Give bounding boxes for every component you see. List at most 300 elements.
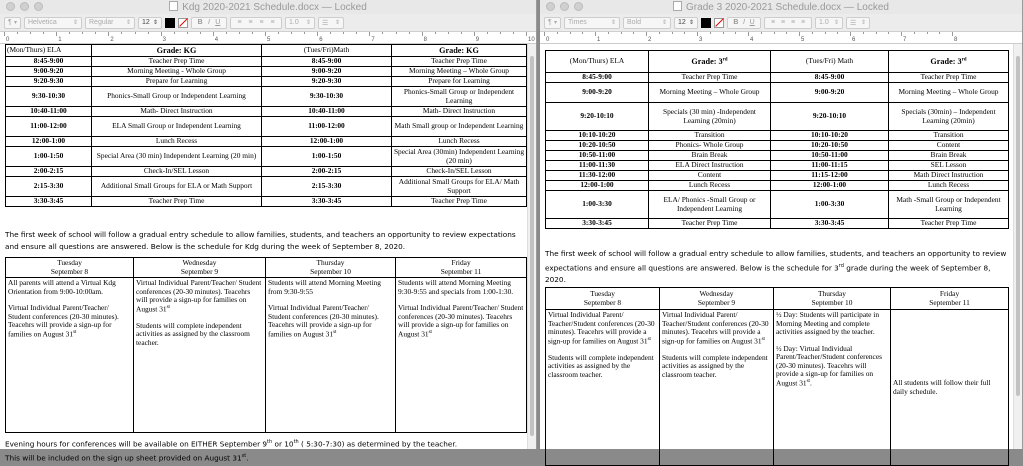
day-plan-cell <box>891 310 1009 466</box>
table-row <box>546 151 1009 161</box>
time-cell: 9:00-9:20 <box>262 67 392 77</box>
ruler-tick <box>526 32 527 36</box>
day-plan-text: Virtual Individual Parent/Teacher/ Student conferences (20-30 minutes). Teacehrs will provide a sign-up for families on August 31st <box>398 303 524 339</box>
table-row <box>546 103 1009 131</box>
text-color-swatch[interactable] <box>701 18 711 28</box>
alignment-buttons[interactable] <box>764 17 812 29</box>
ruler-tick <box>748 32 749 36</box>
ruler-minor-tick <box>396 32 397 34</box>
activity-cell: Content <box>649 171 771 181</box>
document-icon <box>169 1 178 11</box>
text-style-buttons[interactable] <box>191 17 227 29</box>
font-style-select[interactable]: Bold ⇕ <box>623 17 671 29</box>
time-cell: 9:00-9:20 <box>6 67 92 77</box>
ruler-tick <box>161 32 162 36</box>
ruler-tick <box>422 32 423 36</box>
paragraph-style-menu[interactable] <box>4 17 21 29</box>
ruler-minor-tick <box>343 32 344 34</box>
ruler-tick <box>901 32 902 36</box>
day-plan-cell <box>546 310 660 466</box>
day-header: Friday September 11 <box>891 288 1009 310</box>
time-cell: 9:20-9:30 <box>6 77 92 87</box>
title-bar[interactable] <box>0 0 536 14</box>
text-style-buttons[interactable] <box>727 17 761 29</box>
activity-cell: Brain Break <box>649 151 771 161</box>
time-cell: 10:50-11:00 <box>771 151 889 161</box>
time-cell: 12:00-1:00 <box>771 181 889 191</box>
activity-cell: Morning Meeting - Whole Group <box>92 67 262 77</box>
ruler-tick <box>213 32 214 36</box>
activity-cell: Check-In/SEL Lesson <box>392 167 527 177</box>
underline-icon[interactable]: U <box>215 19 221 26</box>
bold-icon[interactable]: B <box>733 19 739 26</box>
ruler-minor-tick <box>659 32 660 34</box>
time-cell: 10:40-11:00 <box>6 107 92 117</box>
day-plan-text: All parents will attend a Virtual Kdg Orientation from 9:00-10:00am. <box>8 278 116 296</box>
align-justify-icon[interactable]: ≡ <box>800 19 806 26</box>
activity-cell: Math Direct Instruction <box>889 171 1009 181</box>
italic-icon[interactable]: I <box>743 19 745 26</box>
ruler-minor-tick <box>43 32 44 34</box>
time-cell: 10:10-10:20 <box>546 131 649 141</box>
ruler-minor-tick <box>914 32 915 34</box>
ruler-minor-tick <box>774 32 775 34</box>
day-plan-cell <box>396 278 527 433</box>
align-center-icon[interactable]: ≡ <box>780 19 786 26</box>
activity-cell: Phonics-Small Group or Independent Learning <box>392 87 527 107</box>
activity-cell: Special Area (30min) Independent Learning (20 min) <box>392 147 527 167</box>
ruler-minor-tick <box>500 32 501 34</box>
ruler-minor-tick <box>825 32 826 34</box>
time-cell: 8:45-9:00 <box>546 73 649 83</box>
ruler-minor-tick <box>557 32 558 34</box>
ruler-minor-tick <box>82 32 83 34</box>
table-header: (Mon/Thurs) ELA <box>6 45 92 57</box>
time-cell: 11:00-11:30 <box>546 161 649 171</box>
ruler-label: 0 <box>546 37 550 43</box>
ruler-minor-tick <box>448 32 449 34</box>
ruler-label: 2 <box>110 37 114 43</box>
highlight-color-swatch[interactable] <box>178 18 188 28</box>
chevron-down-icon: ▾ <box>13 20 17 26</box>
vertical-scrollbar[interactable] <box>1013 44 1022 449</box>
ruler-minor-tick <box>710 32 711 34</box>
table-row <box>6 67 527 77</box>
time-cell: 2:00-2:15 <box>262 167 392 177</box>
day-header: Wednesday September 9 <box>660 288 774 310</box>
time-cell: 9:30-10:30 <box>6 87 92 107</box>
activity-cell: Morning Meeting – Whole Group <box>889 83 1009 103</box>
ruler-minor-tick <box>382 32 383 34</box>
ruler-label: 6 <box>852 37 856 43</box>
no-color-slash-icon <box>715 18 723 26</box>
time-cell: 1:00-3:30 <box>546 191 649 219</box>
title-bar[interactable] <box>540 0 1022 14</box>
table-row <box>6 77 527 87</box>
activity-cell: Lunch Recess <box>392 137 527 147</box>
day-plan-text: ½ Day: Students will participate in Morning Meeting and complete activities assigned by the teacher. <box>776 310 880 337</box>
kdg-intro-paragraph: The first week of school will follow a gradual entry schedule to allow families, students, and teachers an opportunity to review expectations and ensure all questions are answered. Below is the schedule for Kdg during the week of September 8, 2020. <box>5 230 516 251</box>
ruler-minor-tick <box>672 32 673 34</box>
time-cell: 9:20-9:30 <box>262 77 392 87</box>
list-style-menu[interactable] <box>318 17 344 29</box>
line-spacing-select[interactable]: 1.0 ⇕ <box>285 17 315 29</box>
ruler-minor-tick <box>837 32 838 34</box>
activity-cell: Transition <box>649 131 771 141</box>
text-color-swatch[interactable] <box>165 18 175 28</box>
align-right-icon[interactable]: ≡ <box>790 19 796 26</box>
ruler-minor-tick <box>621 32 622 34</box>
ruler-minor-tick <box>291 32 292 34</box>
ruler-minor-tick <box>30 32 31 34</box>
chevron-updown-icon: ⇕ <box>125 20 131 26</box>
activity-cell: Math- Direct Instruction <box>392 107 527 117</box>
window-title: Grade 3 2020-2021 Schedule.docx — Locked <box>540 1 1022 13</box>
table-row <box>546 219 1009 229</box>
activity-cell: Special Area (30 min) Independent Learning (20 min) <box>92 147 262 167</box>
activity-cell: Specials (30 min) -Independent Learning (20min) <box>649 103 771 131</box>
time-cell: 1:00-3:30 <box>771 191 889 219</box>
ruler-label: 4 <box>214 37 219 43</box>
chevron-updown-icon: ⇕ <box>152 20 158 26</box>
ruler-label: 5 <box>801 37 805 43</box>
activity-cell: Math Small group or Independent Learning <box>392 117 527 137</box>
week-body-row <box>546 310 1009 466</box>
ruler-tick <box>265 32 266 36</box>
ruler[interactable] <box>0 32 536 44</box>
activity-cell: Check-In/SEL Lesson <box>92 167 262 177</box>
time-cell: 2:00-2:15 <box>6 167 92 177</box>
time-cell: 12:00-1:00 <box>6 137 92 147</box>
day-plan-text: Virtual Individual Parent/Teacher/ Student conferences (20-30 minutes). Teacehrs will provide a sign-up for families on August 31st <box>268 303 379 339</box>
table-row <box>546 171 1009 181</box>
highlight-color-swatch[interactable] <box>714 18 724 28</box>
activity-cell: ELA Small Group or Independent Learning <box>92 117 262 137</box>
list-icon: ☰ <box>322 19 329 27</box>
ruler-minor-tick <box>174 32 175 34</box>
time-cell: 12:00-1:00 <box>546 181 649 191</box>
day-plan-text: All students will follow their full daily schedule. <box>893 377 991 396</box>
ruler-tick <box>952 32 953 36</box>
table-row <box>546 141 1009 151</box>
day-plan-text: Virtual Individual Parent/Teacher/ Student conferences (20-30 minutes). Teacehrs will provide a sign-up for families on August 31st <box>8 303 119 339</box>
table-row <box>546 83 1009 103</box>
table-row <box>6 117 527 137</box>
ruler-minor-tick <box>330 32 331 34</box>
time-cell: 10:40-11:00 <box>262 107 392 117</box>
ruler-minor-tick <box>786 32 787 34</box>
table-row <box>6 87 527 107</box>
day-plan-cell <box>6 278 134 433</box>
ruler-minor-tick <box>608 32 609 34</box>
day-header: Wednesday September 9 <box>134 258 266 278</box>
time-cell: 9:30-10:30 <box>262 87 392 107</box>
day-plan-cell <box>134 278 266 433</box>
activity-cell: Specials (30min) – Independent Learning (20min) <box>889 103 1009 131</box>
ruler-tick <box>646 32 647 36</box>
time-cell: 9:20-10:10 <box>546 103 649 131</box>
align-right-icon[interactable]: ≡ <box>259 19 264 26</box>
ruler-minor-tick <box>239 32 240 34</box>
activity-cell: Phonics-Small Group or Independent Learning <box>92 87 262 107</box>
ruler-minor-tick <box>200 32 201 34</box>
table-row <box>6 57 527 67</box>
activity-cell: Teacher Prep Time <box>889 219 1009 229</box>
document-page[interactable] <box>540 44 1013 449</box>
time-cell: 8:45-9:00 <box>771 73 889 83</box>
ruler-minor-tick <box>135 32 136 34</box>
activity-cell: Teacher Prep Time <box>392 197 527 207</box>
day-plan-text: Students will complete independent activities as assigned by the classroom teacher. <box>136 320 250 347</box>
day-plan-text: Students will attend Morning Meeting 9:30-9:55 and specials from 1:00-1:30. <box>398 278 514 296</box>
ruler-minor-tick <box>927 32 928 34</box>
ruler-minor-tick <box>735 32 736 34</box>
ruler-minor-tick <box>148 32 149 34</box>
table-row <box>546 131 1009 141</box>
ruler-minor-tick <box>570 32 571 34</box>
kdg-daily-schedule-table <box>5 44 527 207</box>
activity-cell: Teacher Prep Time <box>392 57 527 67</box>
chevron-updown-icon: ⇕ <box>833 20 839 26</box>
table-row <box>6 137 527 147</box>
time-cell: 11:30-12:00 <box>546 171 649 181</box>
activity-cell: Lunch Recess <box>649 181 771 191</box>
activity-cell: SEL Lesson <box>889 161 1009 171</box>
ruler-label: 1 <box>58 37 62 43</box>
ruler-minor-tick <box>888 32 889 34</box>
day-header: Thursday September 10 <box>774 288 891 310</box>
list-icon: ☰ <box>850 19 857 27</box>
time-cell: 3:30-3:45 <box>771 219 889 229</box>
ruler-minor-tick <box>17 32 18 34</box>
ruler-label: 8 <box>423 37 427 43</box>
alignment-buttons[interactable] <box>230 17 282 29</box>
week-header-row <box>546 288 1009 310</box>
day-header: Tuesday September 8 <box>546 288 660 310</box>
ruler-label: 7 <box>903 37 907 43</box>
ruler-minor-tick <box>435 32 436 34</box>
table-row <box>6 147 527 167</box>
ruler-tick <box>697 32 698 36</box>
align-center-icon[interactable]: ≡ <box>248 19 253 26</box>
activity-cell: ELA Direct Instruction <box>649 161 771 171</box>
ruler-minor-tick <box>95 32 96 34</box>
time-cell: 12:00-1:00 <box>262 137 392 147</box>
ruler-label: 9 <box>475 37 480 43</box>
day-plan-cell <box>660 310 774 466</box>
time-cell: 10:20-10:50 <box>771 141 889 151</box>
ruler-minor-tick <box>409 32 410 34</box>
activity-cell: Transition <box>889 131 1009 141</box>
chevron-updown-icon: ⇕ <box>305 20 311 26</box>
ruler-minor-tick <box>582 32 583 34</box>
chevron-updown-icon: ⇕ <box>610 20 616 26</box>
time-cell: 2:15-3:30 <box>262 177 392 197</box>
week-header-row <box>6 258 527 278</box>
ruler-minor-tick <box>356 32 357 34</box>
day-plan-text: ½ Day: Virtual Individual Parent/Teacher/Student conferences (20-30 minutes). Teacehrs will provide a sign-up for families on August 31st. <box>776 343 882 388</box>
ruler-label: 4 <box>750 37 754 43</box>
ruler-tick <box>474 32 475 36</box>
bold-icon[interactable]: B <box>197 19 203 26</box>
time-cell: 8:45-9:00 <box>6 57 92 67</box>
day-plan-text: Students will complete independent activities as assigned by the classroom teacher. <box>548 352 654 379</box>
kdg-evening-hours-note: Evening hours for conferences will be available on EITHER September 9th or 10th ( 5:30-7:30) as determined by the teacher. This will be included on the sign up sheet provided on August 31st. <box>5 439 458 463</box>
activity-cell: Prepare for Learning <box>92 77 262 87</box>
ruler-minor-tick <box>939 32 940 34</box>
ruler-tick <box>4 32 5 36</box>
table-header: Grade: KG <box>92 45 262 57</box>
activity-cell: Additional Small Groups for ELA or Math Support <box>92 177 262 197</box>
align-left-icon[interactable]: ≡ <box>770 19 776 26</box>
table-row <box>546 181 1009 191</box>
scroll-thumb[interactable] <box>530 56 534 436</box>
ruler-label: 3 <box>162 37 166 43</box>
activity-cell: Morning Meeting – Whole Group <box>649 83 771 103</box>
window-title: Kdg 2020-2021 Schedule.docx — Locked <box>0 1 536 13</box>
ruler-tick <box>56 32 57 36</box>
ruler-label: 1 <box>597 37 601 43</box>
font-size-field[interactable]: 12 ⇕ <box>138 17 162 29</box>
document-page[interactable] <box>0 44 527 463</box>
ruler-label: 0 <box>6 37 10 43</box>
format-toolbar <box>0 14 536 32</box>
ruler-minor-tick <box>278 32 279 34</box>
ruler-minor-tick <box>252 32 253 34</box>
day-plan-cell <box>266 278 396 433</box>
scroll-thumb[interactable] <box>1016 56 1020 396</box>
time-cell: 10:10-10:20 <box>771 131 889 141</box>
table-header: (Mon/Thurs) ELA <box>546 51 649 73</box>
ruler-minor-tick <box>513 32 514 34</box>
activity-cell: Phonics- Whole Group <box>649 141 771 151</box>
time-cell: 10:50-11:00 <box>546 151 649 161</box>
paragraph-style-menu[interactable] <box>544 17 561 29</box>
ruler-minor-tick <box>187 32 188 34</box>
activity-cell: ELA/ Phonics -Small Group or Independent Learning <box>649 191 771 219</box>
time-cell: 11:00-12:00 <box>6 117 92 137</box>
table-header: (Tues/Fri)Math <box>262 45 392 57</box>
grade3-daily-schedule-table <box>545 50 1009 229</box>
day-plan-text: Students will complete independent activities as assigned by the classroom teacher. <box>662 352 768 379</box>
font-family-select[interactable]: Times ⇕ <box>564 17 620 29</box>
document-window-grade3 <box>540 0 1023 449</box>
line-spacing-select[interactable]: 1.0 ⇕ <box>815 17 843 29</box>
time-cell: 3:30-3:45 <box>6 197 92 207</box>
table-row <box>546 73 1009 83</box>
font-family-select[interactable]: Helvetica ⇕ <box>24 17 82 29</box>
vertical-scrollbar[interactable] <box>527 44 536 449</box>
time-cell: 11:15-12:00 <box>771 171 889 181</box>
font-style-select[interactable]: Regular ⇕ <box>85 17 135 29</box>
ruler-label: 2 <box>648 37 652 43</box>
time-cell: 8:45-9:00 <box>262 57 392 67</box>
table-row <box>6 107 527 117</box>
paragraph-icon: ¶ <box>548 19 552 26</box>
time-cell: 3:30-3:45 <box>262 197 392 207</box>
chevron-down-icon: ▾ <box>553 20 557 26</box>
day-plan-text: Virtual Individual Parent/Teacher/ Student conferences (20-30 minutes). Teacehrs will provide a sign-up for families on August 31st <box>136 278 262 314</box>
time-cell: 9:00-9:20 <box>546 83 649 103</box>
activity-cell: Lunch Recess <box>92 137 262 147</box>
italic-icon[interactable]: I <box>208 19 210 26</box>
week-body-row <box>6 278 527 433</box>
activity-cell: Morning Meeting – Whole Group <box>392 67 527 77</box>
align-left-icon[interactable]: ≡ <box>237 19 242 26</box>
ruler-minor-tick <box>761 32 762 34</box>
activity-cell: Teacher Prep Time <box>649 73 771 83</box>
ruler-tick <box>108 32 109 36</box>
table-header: Grade: 3rd <box>649 51 771 73</box>
ruler-label: 5 <box>267 37 271 43</box>
ruler-minor-tick <box>633 32 634 34</box>
kdg-first-week-table <box>5 257 527 433</box>
ruler-label: 3 <box>699 37 703 43</box>
chevron-updown-icon: ⇕ <box>661 20 667 26</box>
time-cell: 10:20-10:50 <box>546 141 649 151</box>
activity-cell: Brain Break <box>889 151 1009 161</box>
ruler[interactable] <box>540 32 1022 44</box>
ruler-minor-tick <box>863 32 864 34</box>
chevron-updown-icon: ⇕ <box>860 20 866 26</box>
table-row <box>6 167 527 177</box>
time-cell: 3:30-3:45 <box>546 219 649 229</box>
activity-cell: Prepare for Learning <box>392 77 527 87</box>
ruler-minor-tick <box>226 32 227 34</box>
table-header: Grade: 3rd <box>889 51 1009 73</box>
table-header: (Tues/Fri) Math <box>771 51 889 73</box>
day-header: Tuesday September 8 <box>6 258 134 278</box>
day-header: Thursday September 10 <box>266 258 396 278</box>
ruler-minor-tick <box>461 32 462 34</box>
underline-icon[interactable]: U <box>749 19 755 26</box>
activity-cell: Teacher Prep Time <box>92 197 262 207</box>
font-size-field[interactable]: 12 ⇕ <box>674 17 698 29</box>
day-plan-text: Virtual Individual Parent/ Teacher/Student conferences (20-30 minutes). Teacehrs will provide a sign-up for families on August 31st <box>548 310 655 346</box>
activity-cell: Math -Small Group or Independent Learning <box>889 191 1009 219</box>
activity-cell: Additional Small Groups for ELA/ Math Support <box>392 177 527 197</box>
ruler-tick <box>369 32 370 36</box>
table-row <box>6 177 527 197</box>
time-cell: 1:00-1:50 <box>6 147 92 167</box>
ruler-label: 8 <box>954 37 958 43</box>
time-cell: 9:00-9:20 <box>771 83 889 103</box>
activity-cell: Content <box>889 141 1009 151</box>
ruler-tick <box>850 32 851 36</box>
list-style-menu[interactable] <box>846 17 870 29</box>
day-plan-text: Virtual Individual Parent/ Teacher/Student conferences (20-30 minutes). Teacehrs will provide a sign-up for families on August 31st <box>662 310 769 346</box>
day-plan-cell <box>774 310 891 466</box>
table-row <box>546 161 1009 171</box>
table-row <box>6 197 527 207</box>
grade3-intro-paragraph: The first week of school will follow a gradual entry schedule to allow families, students, and teachers an opportunity to review expectations and ensure all questions are answered. Below is the schedule for 3rd grade during the week of September 8, 2020. <box>545 249 1007 285</box>
ruler-label: 7 <box>371 37 375 43</box>
ruler-minor-tick <box>487 32 488 34</box>
table-header: Grade: KG <box>392 45 527 57</box>
ruler-tick <box>799 32 800 36</box>
document-icon <box>673 1 682 11</box>
time-cell: 1:00-1:50 <box>262 147 392 167</box>
ruler-minor-tick <box>121 32 122 34</box>
activity-cell: Teacher Prep Time <box>889 73 1009 83</box>
table-row <box>546 191 1009 219</box>
ruler-label: 6 <box>319 37 323 43</box>
activity-cell: Teacher Prep Time <box>649 219 771 229</box>
time-cell: 2:15-3:30 <box>6 177 92 197</box>
no-color-slash-icon <box>179 18 187 26</box>
time-cell: 9:20-10:10 <box>771 103 889 131</box>
align-justify-icon[interactable]: ≡ <box>270 19 275 26</box>
